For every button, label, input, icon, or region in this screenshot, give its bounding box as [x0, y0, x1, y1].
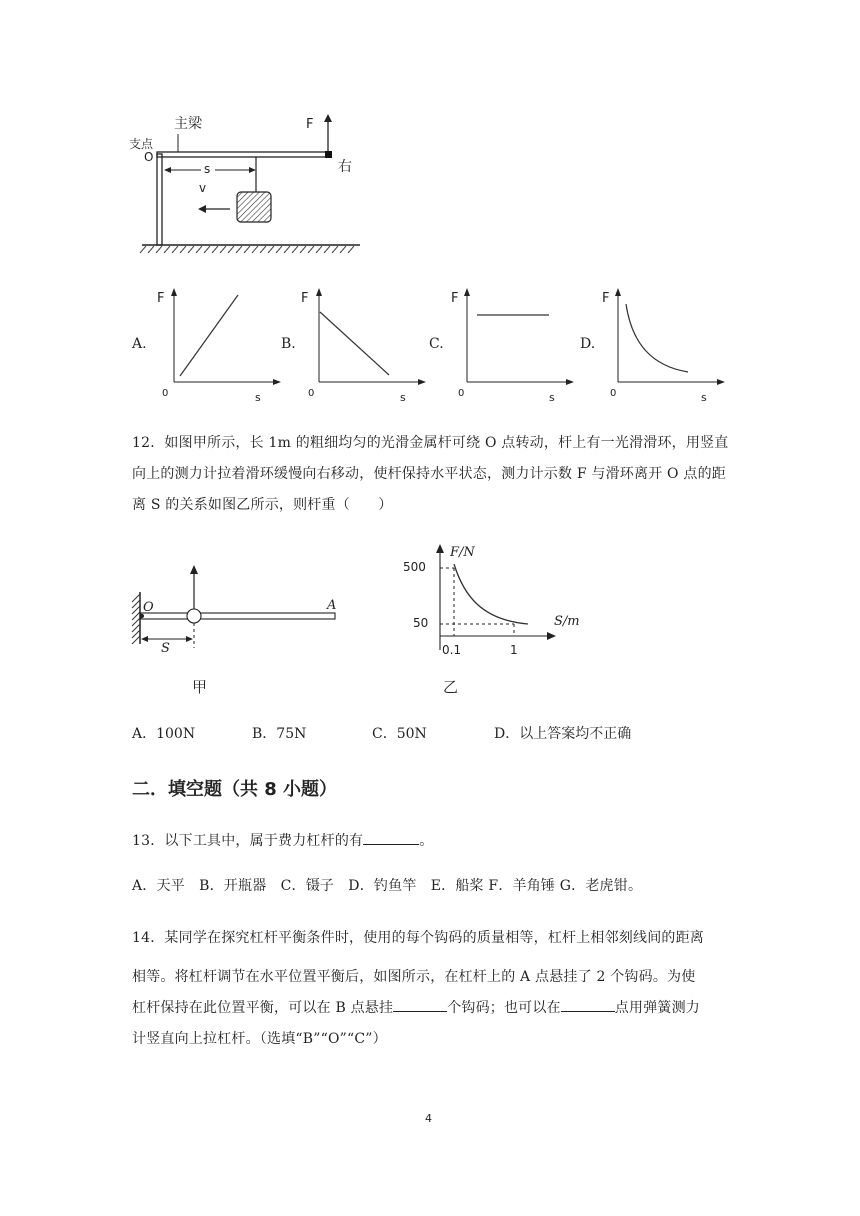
q12-caption-b: 乙: [443, 678, 459, 696]
q12-tick-50: 50: [413, 616, 429, 630]
q11-lever-diagram: [128, 108, 368, 258]
graph-c: [453, 282, 578, 392]
option-a-letter: A.: [132, 336, 147, 352]
right-label: 右: [338, 159, 352, 175]
q12-fig-b: [390, 540, 590, 660]
graph-a-y-label: F: [157, 291, 165, 306]
force-label: F: [306, 117, 314, 132]
graph-d-y-label: F: [602, 291, 610, 306]
pivot-point-label: O: [144, 150, 154, 164]
q12-graph-y-axis: F/N: [450, 545, 475, 560]
q12-point-o: O: [143, 600, 154, 615]
q14-line1: 14．某同学在探究杠杆平衡条件时，使用的每个钩码的质量相等，杠杆上相邻刻线间的距离: [132, 930, 705, 946]
graph-d-x-label: s: [701, 391, 707, 404]
q14-line3: [132, 993, 732, 1024]
q14-line3-part2: 个钩码；也可以在: [447, 1000, 561, 1016]
q13-question: [132, 826, 732, 857]
q13-answer-blank[interactable]: [363, 830, 419, 845]
graph-c-y-label: F: [451, 291, 459, 306]
velocity-label: v: [199, 181, 207, 195]
q13-options: A．天平 B．开瓶器 C．镊子 D．钓鱼竿 E．船桨 F．羊角锤 G．老虎钳。: [132, 878, 643, 894]
q12-tick-500: 500: [403, 560, 426, 574]
q12-option-c: C．50N: [372, 726, 427, 742]
q12-text: 12．如图甲所示，长 1m 的粗细均匀的光滑金属杆可绕 O 点转动，杆上有一光滑滑环，用竖直向上的测力计拉着滑环缓慢向右移动，使杆保持水平状态，测力计示数 F 与滑环离开 O 点的距离 S 的关系如图乙所示，则杆重（ ）: [132, 435, 729, 513]
graph-a-x-label: s: [255, 391, 261, 404]
q14-line3-part3: 点用弹簧测力: [614, 1000, 700, 1016]
page-number: 4: [425, 1112, 432, 1125]
q12-distance-s: S: [161, 641, 170, 656]
graph-a-origin: 0: [162, 388, 169, 399]
q13-text-end: 。: [419, 833, 434, 849]
distance-label: s: [204, 162, 211, 176]
graph-b-origin: 0: [308, 388, 315, 399]
q12-caption-a: 甲: [192, 678, 208, 696]
q14-line3-part1: 杠杆保持在此位置平衡，可以在 B 点悬挂: [132, 1000, 394, 1016]
graph-b-x-label: s: [400, 391, 406, 404]
pivot-label: 支点: [129, 137, 154, 151]
graph-a: [160, 282, 285, 392]
q13-text: 13．以下工具中，属于费力杠杆的有: [132, 833, 364, 849]
option-d-letter: D.: [580, 336, 596, 352]
q14-line2: 相等。将杠杆调节在水平位置平衡后，如图所示，在杠杆上的 A 点悬挂了 2 个钩码。为使: [132, 969, 696, 985]
section-title: 二．填空题（共 8 小题）: [132, 779, 338, 800]
q12-option-d: D．以上答案均不正确: [494, 726, 632, 742]
q12-option-a: A．100N: [132, 726, 196, 742]
q12-tick-1: 1: [510, 643, 518, 657]
option-b-letter: B.: [281, 336, 296, 352]
option-c-letter: C.: [429, 336, 444, 352]
q14-line4: 计竖直向上拉杠杆。（选填“B”“O”“C”）: [132, 1031, 387, 1047]
graph-b: [305, 282, 430, 392]
graph-c-x-label: s: [549, 391, 555, 404]
q12-fig-a: [124, 562, 344, 662]
q14-blank-b-count[interactable]: [393, 997, 447, 1012]
main-beam-label: 主梁: [174, 116, 202, 132]
q12-tick-0-1: 0.1: [442, 643, 462, 657]
graph-b-y-label: F: [301, 291, 309, 306]
q12-point-a: A: [327, 598, 337, 613]
graph-d: [604, 282, 729, 392]
q14-blank-point[interactable]: [561, 997, 615, 1012]
q12-option-b: B．75N: [252, 726, 307, 742]
graph-d-origin: 0: [610, 388, 617, 399]
q12-graph-x-axis: S/m: [554, 614, 580, 629]
graph-c-origin: 0: [458, 388, 465, 399]
